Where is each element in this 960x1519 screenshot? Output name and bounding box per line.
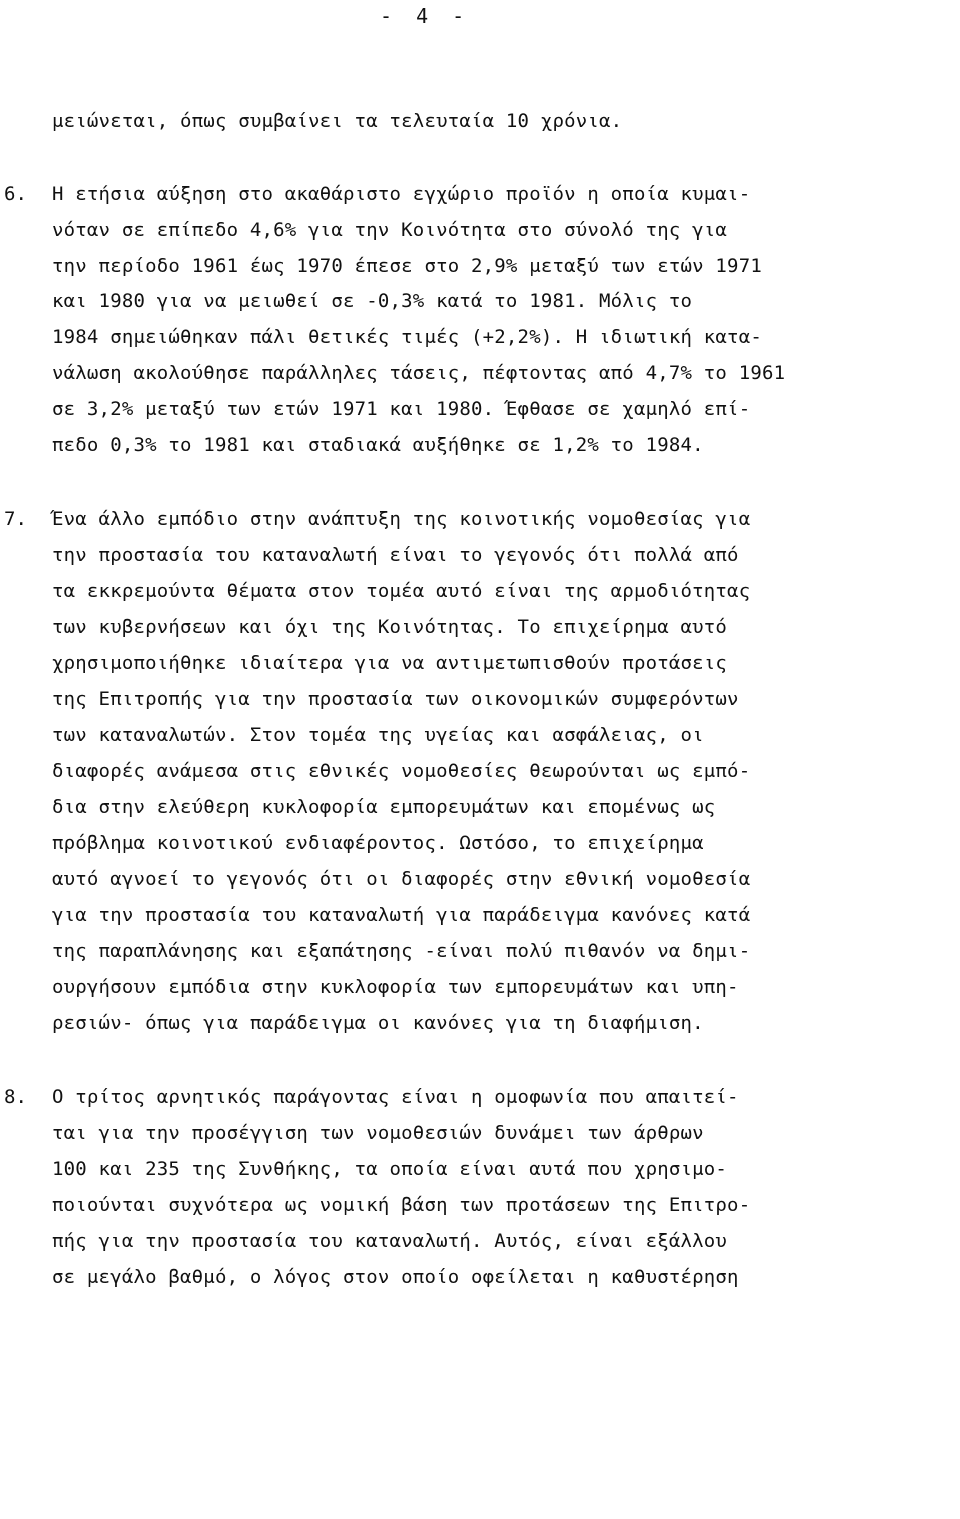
paragraph-line: 100 και 235 της Συνθήκης, τα οποία είναι αυτά που χρησιμο- [52,1158,728,1180]
paragraph-line: δια στην ελεύθερη κυκλοφορία εμπορευμάτων και επομένως ως [52,796,716,818]
page-number: - 4 - [380,4,471,28]
paragraph-line: σε 3,2% μεταξύ των ετών 1971 και 1980. Έφθασε σε χαμηλό επί- [52,398,751,420]
paragraph-line: τα εκκρεμούντα θέματα στον τομέα αυτό είναι της αρμοδιότητας [52,580,751,602]
paragraph-line: της παραπλάνησης και εξαπάτησης -είναι πολύ πιθανόν να δημι- [52,940,751,962]
paragraph-line: ουργήσουν εμπόδια στην κυκλοφορία των εμπορευμάτων και υπη- [52,976,739,998]
paragraph-line: αυτό αγνοεί το γεγονός ότι οι διαφορές στην εθνική νομοθεσία [52,868,751,890]
paragraph-line: πής για την προστασία του καταναλωτή. Αυτός, είναι εξάλλου [52,1230,728,1252]
paragraph-line: και 1980 για να μειωθεί σε -0,3% κατά το 1981. Μόλις το [52,290,693,312]
paragraph-line: ποιούνται συχνότερα ως νομική βάση των προτάσεων της Επιτρο- [52,1194,751,1216]
paragraph-line: Ο τρίτος αρνητικός παράγοντας είναι η ομοφωνία που απαιτεί- [52,1086,739,1108]
paragraph-line: Ένα άλλο εμπόδιο στην ανάπτυξη της κοινοτικής νομοθεσίας για [52,508,751,530]
paragraph-number: 7. [4,508,27,530]
paragraph-number: 6. [4,183,27,205]
paragraph-line: την προστασία του καταναλωτή είναι το γεγονός ότι πολλά από [52,544,739,566]
paragraph-line: Η ετήσια αύξηση στο ακαθάριστο εγχώριο προϊόν η οποία κυμαι- [52,183,751,205]
paragraph-line: νόταν σε επίπεδο 4,6% για την Κοινότητα στο σύνολό της για [52,219,728,241]
paragraph-line: νάλωση ακολούθησε παράλληλες τάσεις, πέφτοντας από 4,7% το 1961 [52,362,786,384]
paragraph-line: της Επιτροπής για την προστασία των οικονομικών συμφερόντων [52,688,739,710]
paragraph-line: σε μεγάλο βαθμό, ο λόγος στον οποίο οφείλεται η καθυστέρηση [52,1266,739,1288]
paragraph-line: των καταναλωτών. Στον τομέα της υγείας και ασφάλειας, οι [52,724,704,746]
paragraph-line: διαφορές ανάμεσα στις εθνικές νομοθεσίες θεωρούνται ως εμπό- [52,760,751,782]
paragraph-line: την περίοδο 1961 έως 1970 έπεσε στο 2,9% μεταξύ των ετών 1971 [52,255,762,277]
paragraph-line: 1984 σημειώθηκαν πάλι θετικές τιμές (+2,2%). Η ιδιωτική κατα- [52,326,762,348]
paragraph-line: των κυβερνήσεων και όχι της Κοινότητας. Το επιχείρημα αυτό [52,616,728,638]
paragraph-line: χρησιμοποιήθηκε ιδιαίτερα για να αντιμετωπισθούν προτάσεις [52,652,728,674]
paragraph-line: για την προστασία του καταναλωτή για παράδειγμα κανόνες κατά [52,904,751,926]
paragraph-line: πεδο 0,3% το 1981 και σταδιακά αυξήθηκε σε 1,2% το 1984. [52,434,704,456]
intro-line: μειώνεται, όπως συμβαίνει τα τελευταία 10 χρόνια. [52,110,623,132]
paragraph-line: ρεσιών- όπως για παράδειγμα οι κανόνες για τη διαφήμιση. [52,1012,704,1034]
paragraph-number: 8. [4,1086,27,1108]
paragraph-line: πρόβλημα κοινοτικού ενδιαφέροντος. Ωστόσο, το επιχείρημα [52,832,704,854]
paragraph-line: ται για την προσέγγιση των νομοθεσιών δυνάμει των άρθρων [52,1122,704,1144]
